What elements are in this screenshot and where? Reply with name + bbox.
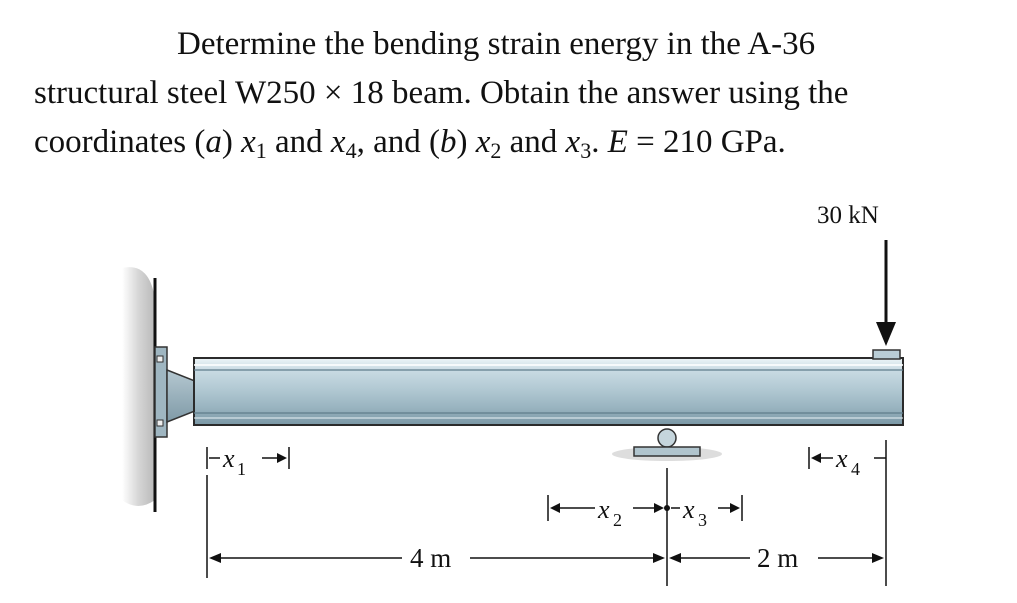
x1-variable: x bbox=[241, 124, 256, 160]
dimension-2m: 2 m bbox=[757, 543, 799, 573]
coordinate-x4 bbox=[809, 440, 886, 586]
roller-support bbox=[612, 429, 722, 461]
problem-line-1: Determine the bending strain energy in the A-36 bbox=[177, 26, 816, 62]
x1-subscript: 1 bbox=[255, 138, 267, 163]
x2-subscript: 2 bbox=[490, 138, 502, 163]
load-label: 30 kN bbox=[817, 202, 879, 229]
x4-sub-label: 4 bbox=[851, 459, 860, 479]
text-segment: and bbox=[501, 124, 566, 160]
text-segment: and bbox=[266, 124, 331, 160]
modulus-variable: E bbox=[607, 124, 628, 160]
text-segment: . bbox=[591, 124, 608, 160]
text-segment: , and ( bbox=[356, 124, 440, 160]
text-segment: ) bbox=[221, 124, 242, 160]
part-b-label: b bbox=[439, 124, 457, 160]
coordinate-x1 bbox=[207, 444, 289, 479]
point-load bbox=[817, 202, 900, 359]
text-segment: coordinates ( bbox=[34, 124, 206, 160]
part-a-label: a bbox=[205, 124, 222, 160]
text-segment: ) bbox=[456, 124, 476, 160]
w-beam bbox=[194, 358, 903, 425]
problem-line-2: structural steel W250 × 18 beam. Obtain the answer using the bbox=[34, 75, 849, 111]
x3-sub-label: 3 bbox=[698, 510, 707, 530]
text-segment: = 210 GPa. bbox=[627, 124, 786, 160]
span-dimensions bbox=[207, 475, 884, 578]
fixed-wall bbox=[122, 267, 155, 512]
x1-label: x bbox=[223, 444, 235, 473]
x4-subscript: 4 bbox=[345, 138, 357, 163]
x4-label: x bbox=[836, 444, 848, 473]
x2-variable: x bbox=[475, 124, 491, 160]
dimension-4m: 4 m bbox=[410, 543, 452, 573]
x2-sub-label: 2 bbox=[613, 510, 622, 530]
x3-label: x bbox=[683, 495, 695, 524]
x4-variable: x bbox=[330, 124, 346, 160]
coordinate-x2-x3 bbox=[548, 468, 742, 586]
x1-sub-label: 1 bbox=[237, 459, 246, 479]
x2-label: x bbox=[598, 495, 610, 524]
x3-variable: x bbox=[565, 124, 581, 160]
x3-subscript: 3 bbox=[580, 138, 592, 163]
